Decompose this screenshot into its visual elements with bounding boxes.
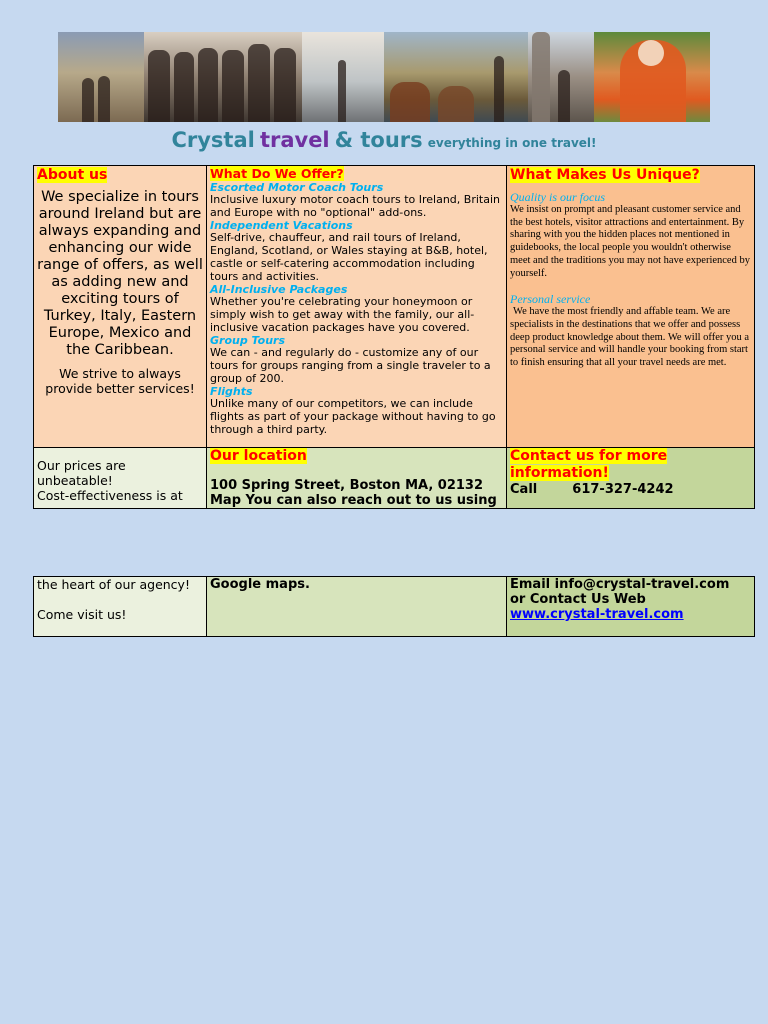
location-cell <box>207 448 507 509</box>
about-heading: About us <box>37 167 108 183</box>
location-heading: Our location <box>210 448 307 464</box>
unique-item-text: We have the most friendly and affable team. We are specialists in the destinations that we offer and possess deep product knowledge about them. We will offer you a personal service and will handle your booking from start to finish ensuring that all your travel needs are met. <box>510 306 750 369</box>
brand-name-crystal: Crystal <box>171 128 255 152</box>
offer-item-title: Group Tours <box>210 334 285 348</box>
offer-cell <box>207 166 507 448</box>
prices-line: Come visit us! <box>37 607 127 622</box>
highland-cattle-road-photo <box>384 32 528 122</box>
contact-email[interactable]: Email info@crystal-travel.com <box>510 577 730 592</box>
stately-house-photo <box>58 32 144 122</box>
flyer-table-continued <box>33 576 755 637</box>
prices-cell-continued <box>34 577 207 637</box>
group-of-travelers-photo <box>144 32 302 122</box>
brand-name-travel: travel <box>259 128 330 152</box>
unique-item-title: Personal service <box>510 292 591 307</box>
unique-cell <box>507 166 755 448</box>
offer-item-title: Independent Vacations <box>210 219 353 233</box>
contact-phone[interactable]: 617-327-4242 <box>572 482 674 497</box>
prices-cell <box>34 448 207 509</box>
offer-item-text: Inclusive luxury motor coach tours to Ireland, Britain and Europe with no "optional" add-ons. <box>210 193 500 219</box>
contact-cell <box>507 448 755 509</box>
offer-heading: What Do We Offer? <box>210 166 344 181</box>
offer-item-text: Whether you're celebrating your honeymoon or simply wish to get away with the family, our all-inclusive vacation packages have you covered. <box>210 295 475 334</box>
about-cell <box>34 166 207 448</box>
location-map-line: Map You can also reach out to us using <box>210 493 497 508</box>
unique-heading: What Makes Us Unique? <box>510 167 700 183</box>
about-note: We strive to always provide better services! <box>45 366 195 396</box>
photo-banner <box>58 32 710 122</box>
offer-item-title: Escorted Motor Coach Tours <box>210 181 384 194</box>
location-address: 100 Spring Street, Boston MA, 02132 <box>210 478 484 493</box>
offer-item-title: All-Inclusive Packages <box>210 283 348 297</box>
contact-heading: Contact us for more information! <box>510 448 668 481</box>
church-spire-photo <box>528 32 594 122</box>
website-link[interactable]: www.crystal-travel.com <box>510 607 684 622</box>
page-title <box>0 128 768 152</box>
unique-item-text: We insist on prompt and pleasant customer service and the best hotels, visitor attractions and entertainment. By sharing with you the hidden places not mentioned in guidebooks, the local people you wouldn't otherwise meet and the traditions you may not have experienced by yourself. <box>510 204 750 279</box>
woman-holding-lamb-photo <box>594 32 710 122</box>
offer-item-text: Self-drive, chauffeur, and rail tours of Ireland, England, Scotland, or Wales staying at B&B, hotel, castle or self-catering accommodation including tours and activities. <box>210 231 488 283</box>
offer-item-text: Unlike many of our competitors, we can include flights as part of your package without having to go through a third party. <box>210 397 496 436</box>
prices-line: the heart of our agency! <box>37 577 190 592</box>
offer-item-text: We can - and regularly do - customize any of our tours for groups ranging from a single traveler to a group of 200. <box>210 346 491 385</box>
location-google-maps[interactable]: Google maps. <box>210 577 310 592</box>
contact-web-label: or Contact Us Web <box>510 592 646 607</box>
prices-line: Our prices are unbeatable! <box>37 458 126 488</box>
about-body: We specialize in tours around Ireland but are always expanding and enhancing our wide range of offers, as well as adding new and exciting tours of Turkey, Italy, Eastern Europe, Mexico and the Caribbean. <box>37 189 203 358</box>
person-on-shore-photo <box>302 32 384 122</box>
location-cell-continued <box>207 577 507 637</box>
prices-line: Cost-effectiveness is at <box>37 488 183 503</box>
brand-name-tours: & tours <box>334 128 423 152</box>
contact-call-label: Call <box>510 482 538 497</box>
offer-item-title: Flights <box>210 385 253 399</box>
contact-cell-continued <box>507 577 755 637</box>
unique-item-title: Quality is our focus <box>510 190 605 204</box>
tagline: everything in one travel! <box>427 136 597 150</box>
flyer-table-top <box>33 165 755 509</box>
